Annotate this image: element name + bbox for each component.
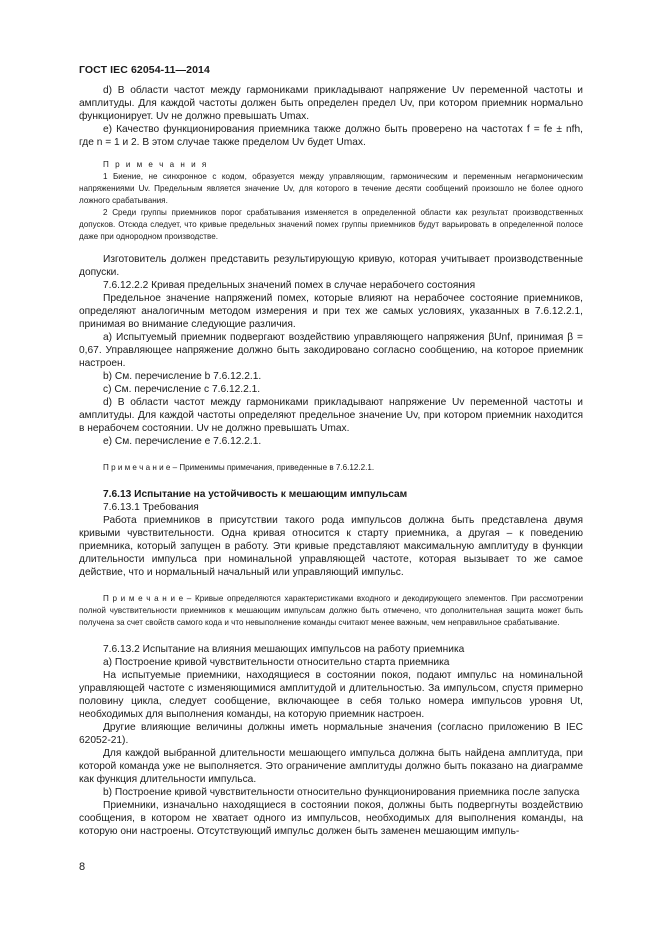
paragraph-e: e) Качество функционирования приемника также должно быть проверено на частотах f = fe ± nfh, где n = 1 и 2. В этом случае также пределом Uv будет Umax. — [79, 124, 583, 148]
item-b-after-start-curve: b) Построение кривой чувствительности относительно функционирования приемника после запуска — [103, 787, 580, 798]
paragraph-d: d) В области частот между гармониками прикладывают напряжение Uv переменной частоты и амплитуды. Для каждой частоты должен быть определен предел Uv, при котором приемник нормально функционирует. Uv не должно превышать Umax. — [79, 85, 583, 122]
paragraph-each-duration: Для каждой выбранной длительности мешающего импульса должна быть найдена амплитуда, при которой команда уже не выполняется. Это ограничение амплитуды должно быть показано на диаграмме как функция длительности импульса. — [79, 748, 583, 785]
item-a-start-curve: a) Построение кривой чувствительности относительно старта приемника — [103, 657, 450, 668]
paragraph-receivers-rest: Приемники, изначально находящиеся в состоянии покоя, должны быть подвергнуты воздействию сообщения, в котором не хватает одного из импульсов, необходимых для выполнения команды, на которую они настроены. Отсутствующий импульс должен быть заменен мешающим импуль- — [79, 800, 583, 837]
section-7-6-13-1: 7.6.13.1 Требования — [103, 502, 199, 513]
item-e: e) См. перечисление e 7.6.12.2.1. — [103, 436, 262, 447]
item-a: a) Испытуемый приемник подвергают воздействию управляющего напряжения βUnf, принимая β = 0,67. Управляющее напряжение должно быть закодировано согласно сообщению, на которое приемник настроен. — [79, 332, 583, 369]
note-2: 2 Среди группы приемников порог срабатывания изменяется в определенной области как результат производственных допусков. Отсюда следует, что кривые предельных значений помех группы приемников будут варьировать в определенной полосе даже при однородном производстве. — [79, 208, 583, 241]
paragraph-requirements: Работа приемников в присутствии такого рода импульсов должна быть представлена двумя кривыми чувствительности. Одна кривая относится к старту приемника, а другая – к поведению приемника, который запущен в работу. Эти кривые представляют максимальную амплитуду в функции длительности импульса при номинальной управляющей частоте, которая вызывает то же самое действие, что и нормальный начальный или управляющий импульс. — [79, 515, 583, 578]
page-body — [79, 84, 583, 838]
note-curves: П р и м е ч а н и е – Кривые определяются характеристиками входного и декодирующего элементов. При рассмотрении полной чувствительности приемников к мешающим импульсам должно быть отмечено, что дополнительная защита может быть получена за счет свойств самого кода и что невыполнение команды считают менее важным, чем неправильное срабатывание. — [79, 594, 583, 627]
note-applicable: П р и м е ч а н и е – Применимы примечания, приведенные в 7.6.12.2.1. — [103, 463, 375, 472]
page-number: 8 — [79, 861, 86, 873]
item-c: c) См. перечисление c 7.6.12.2.1. — [103, 384, 261, 395]
document-header: ГОСТ IEC 62054-11—2014 — [79, 64, 210, 76]
paragraph-limit-value: Предельное значение напряжений помех, которые влияют на нерабочее состояние приемников, определяют аналогичным методом измерения и при тех же самых условиях, указанных в 7.6.12.2.1, принимая во внимание следующие различия. — [79, 293, 583, 330]
paragraph-test-receivers: На испытуемые приемники, находящиеся в состоянии покоя, подают импульс на номинальной управляющей частоте с изменяющимися амплитудой и длительностью. За импульсом, спустя примерно половину цикла, следует сообщение, включающее в себя только номера импульсов уровня Ut, необходимых для выполнения команды, на которую приемник настроен. — [79, 670, 583, 720]
paragraph-other-quantities: Другие влияющие величины должны иметь нормальные значения (согласно приложению B IEC 62052-21). — [79, 722, 583, 746]
notes-heading: П р и м е ч а н и я — [103, 160, 209, 169]
section-7-6-13-2: 7.6.13.2 Испытание на влияния мешающих импульсов на работу приемника — [103, 644, 465, 655]
section-7-6-12-2-2: 7.6.12.2.2 Кривая предельных значений помех в случае нерабочего состояния — [103, 280, 476, 291]
item-b: b) См. перечисление b 7.6.12.2.1. — [103, 371, 262, 382]
section-7-6-13: 7.6.13 Испытание на устойчивость к мешающим импульсам — [103, 489, 408, 500]
item-d: d) В области частот между гармониками прикладывают напряжение Uv переменной частоты и амплитуды. Для каждой частоты определяют предельное значение Uv, при котором приемник находится в нерабочем состоянии. Uv не должно превышать Umax. — [79, 397, 583, 434]
paragraph-manufacturer: Изготовитель должен представить результирующую кривую, которая учитывает производственные допуски. — [79, 254, 583, 278]
note-1: 1 Биение, не синхронное с кодом, образуется между управляющим, гармоническим и переменным негармоническим напряжениями Uv. Предельным является значение Uv, для которого в течение десяти сообщений произошло не более одного ложного срабатывания. — [79, 172, 583, 205]
